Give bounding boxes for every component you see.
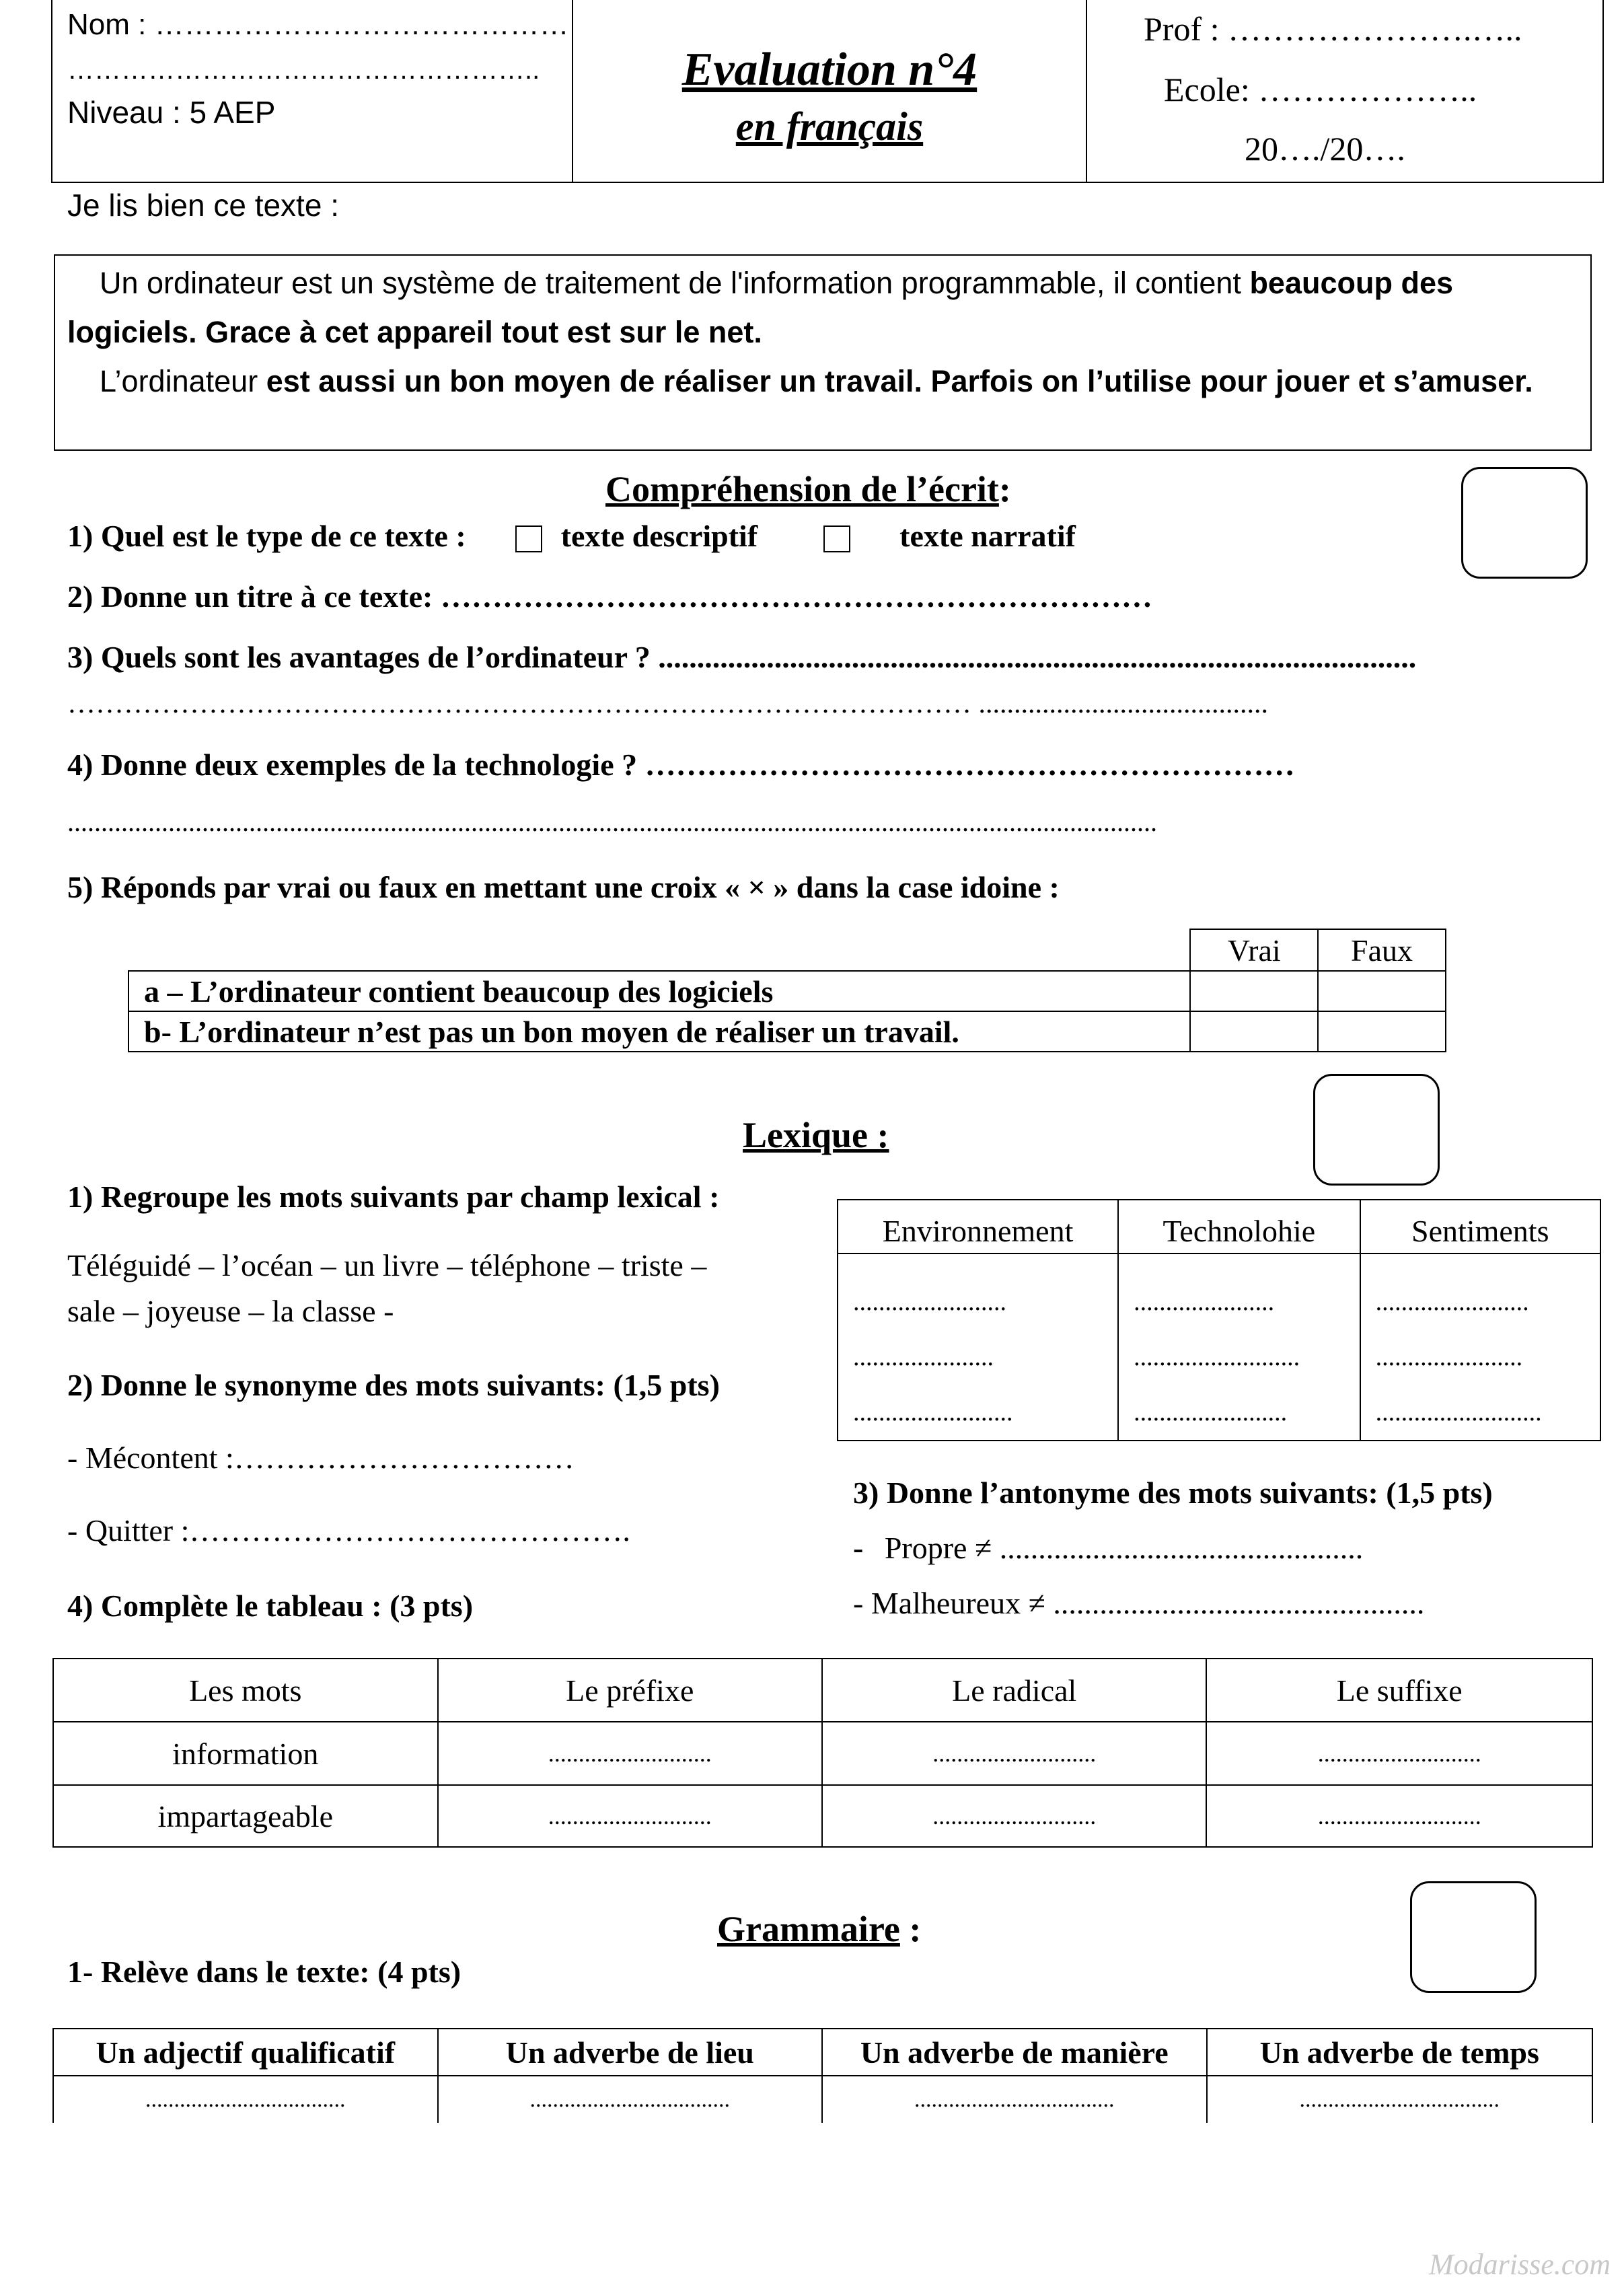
option-descriptif-label: texte descriptif [560, 519, 758, 553]
champ-col-technologie[interactable] [1118, 1254, 1360, 1441]
table-header-mots: Les mots [53, 1659, 438, 1722]
vf-statement-a: a – L’ordinateur contient beaucoup des logiciels [128, 971, 1190, 1011]
champ-lexical-table [837, 1199, 1601, 1441]
vf-header-vrai: Vrai [1190, 929, 1318, 971]
table-header-prefixe: Le préfixe [438, 1659, 822, 1722]
nom-line: …………………………………………….. [67, 55, 540, 85]
table-cell-information-prefixe[interactable]: ........................... [438, 1722, 822, 1785]
year-field: 20…./20…. [1245, 130, 1405, 168]
lexique-question-3: 3) Donne l’antonyme des mots suivants: (1,5 pts) [853, 1476, 1493, 1510]
question-3[interactable]: 3) Quels sont les avantages de l’ordinateur ? .................................................................................................. [67, 640, 1417, 674]
table-word-information: information [53, 1722, 438, 1785]
evaluation-title: Evaluation n°4 [681, 44, 977, 96]
question-1-text: 1) Quel est le type de ce texte : [67, 519, 466, 553]
score-box-grammaire [1410, 1881, 1537, 1993]
question-4-answer-line[interactable]: .................................................................................................................................................................. [67, 807, 1157, 837]
grammaire-question-1: 1- Relève dans le texte: (4 pts) [67, 1955, 462, 1989]
question-2[interactable]: 2) Donne un titre à ce texte: …………………………………………………………… [67, 579, 1152, 614]
champ-tech-line-3[interactable]: ........................ [1134, 1398, 1288, 1426]
table-word-impartageable: impartageable [53, 1785, 438, 1847]
champ-sent-line-3[interactable]: .......................... [1375, 1398, 1542, 1426]
comprehension-title [605, 468, 1011, 510]
nom-label: Nom : …………………………………… [67, 8, 569, 41]
checkbox-narratif[interactable] [823, 525, 850, 552]
champ-env-line-2[interactable]: ...................... [853, 1343, 994, 1371]
evaluation-subtitle: en français [735, 104, 924, 149]
vf-cell-a-vrai[interactable] [1190, 971, 1318, 1011]
vf-empty-corner [128, 929, 1190, 971]
header-divider-2 [1086, 0, 1087, 183]
table-cell-information-radical[interactable]: ........................... [822, 1722, 1206, 1785]
vf-cell-a-faux[interactable] [1318, 971, 1446, 1011]
champ-tech-line-1[interactable]: ...................... [1134, 1288, 1275, 1316]
word-list-line-2: sale – joyeuse – la classe - [67, 1294, 394, 1328]
grammaire-title-colon: : [899, 1909, 922, 1949]
antonyme-malheureux[interactable]: - Malheureux ≠ ................................................ [853, 1586, 1425, 1620]
champ-env-line-3[interactable]: ......................... [853, 1398, 1013, 1426]
passage-p2-bold: est aussi un bon moyen de réaliser un travail. Parfois on l’utilise pour jouer et s’amuser. [266, 364, 1533, 398]
champ-sent-line-2[interactable]: ....................... [1375, 1343, 1523, 1371]
passage-text [67, 258, 1581, 406]
champ-env-line-1[interactable]: ........................ [853, 1288, 1006, 1316]
passage-paragraph-1 [67, 258, 1581, 357]
synonyme-mecontent[interactable]: - Mécontent :…………………………… [67, 1441, 575, 1475]
table-cell-impartageable-radical[interactable]: ........................... [822, 1785, 1206, 1847]
comprehension-title-colon: : [998, 469, 1011, 509]
vrai-faux-table [128, 929, 1446, 1052]
champ-header-technologie: Technolohie [1118, 1200, 1360, 1254]
antonyme-propre-text[interactable]: Propre ≠ ............................................... [884, 1531, 1364, 1565]
vf-cell-b-vrai[interactable] [1190, 1011, 1318, 1052]
vf-statement-b: b- L’ordinateur n’est pas un bon moyen de réaliser un travail. [128, 1011, 1190, 1052]
champ-col-environnement[interactable] [838, 1254, 1118, 1441]
table-header-radical: Le radical [822, 1659, 1206, 1722]
word-list-line-1: Téléguidé – l’océan – un livre – téléphone – triste – [67, 1248, 707, 1282]
vf-header-faux: Faux [1318, 929, 1446, 971]
releve-cell-adjectif[interactable]: ................................... [53, 2076, 438, 2123]
releve-cell-adverbe-temps[interactable]: ................................... [1207, 2076, 1593, 2123]
table-header-suffixe: Le suffixe [1206, 1659, 1592, 1722]
lexique-title: Lexique : [743, 1115, 889, 1155]
table-cell-impartageable-prefixe[interactable]: ........................... [438, 1785, 822, 1847]
releve-table [52, 2028, 1593, 2123]
passage-p1-normal: Un ordinateur est un système de traitement de l'information programmable, il contient [100, 266, 1250, 300]
prof-field: Prof : ………………….….. [1144, 10, 1522, 48]
comprehension-title-text: Compréhension de l’écrit [605, 469, 999, 509]
score-box-comprehension [1461, 467, 1588, 579]
lexique-question-4: 4) Complète le tableau : (3 pts) [67, 1589, 474, 1623]
watermark: Modarisse.com [1429, 2248, 1611, 2281]
lexique-question-2: 2) Donne le synonyme des mots suivants: (1,5 pts) [67, 1368, 720, 1402]
releve-header-adverbe-lieu: Un adverbe de lieu [438, 2029, 823, 2076]
score-box-lexique [1313, 1074, 1440, 1186]
passage-p1-bold: beaucoup des logiciels. Grace à cet appareil tout est sur le net. [67, 266, 1454, 349]
question-1 [67, 518, 1076, 554]
ecole-field: Ecole: ……………….. [1164, 71, 1477, 108]
champ-sent-line-1[interactable]: ........................ [1375, 1288, 1529, 1316]
question-3-answer-line[interactable]: …………………………………………………………………………………… ......................................... [67, 688, 1268, 719]
releve-header-adjectif: Un adjectif qualificatif [53, 2029, 438, 2076]
passage-paragraph-2 [67, 357, 1581, 406]
champ-header-sentiments: Sentiments [1360, 1200, 1600, 1254]
table-cell-information-suffixe[interactable]: ........................... [1206, 1722, 1592, 1785]
lexique-question-1: 1) Regroupe les mots suivants par champ lexical : [67, 1179, 720, 1214]
table-cell-impartageable-suffixe[interactable]: ........................... [1206, 1785, 1592, 1847]
vf-cell-b-faux[interactable] [1318, 1011, 1446, 1052]
passage-p2-normal: L’ordinateur [100, 364, 266, 398]
champ-tech-line-2[interactable]: .......................... [1134, 1343, 1300, 1371]
synonyme-quitter[interactable]: - Quitter :……………………………………. [67, 1513, 630, 1548]
mots-decomposition-table [52, 1658, 1593, 1848]
releve-cell-adverbe-maniere[interactable]: ................................... [822, 2076, 1207, 2123]
releve-cell-adverbe-lieu[interactable]: ................................... [438, 2076, 823, 2123]
releve-header-adverbe-maniere: Un adverbe de manière [822, 2029, 1207, 2076]
intro-text: Je lis bien ce texte : [67, 188, 339, 223]
question-5: 5) Réponds par vrai ou faux en mettant une croix « × » dans la case idoine : [67, 870, 1060, 904]
grammaire-title-text: Grammaire [717, 1909, 900, 1949]
releve-header-adverbe-temps: Un adverbe de temps [1207, 2029, 1593, 2076]
antonyme-propre-dash: - [853, 1531, 864, 1565]
champ-col-sentiments[interactable] [1360, 1254, 1600, 1441]
grammaire-title [717, 1908, 921, 1950]
niveau-label: Niveau : 5 AEP [67, 95, 276, 130]
option-narratif-label: texte narratif [899, 519, 1076, 553]
champ-header-environnement: Environnement [838, 1200, 1118, 1254]
question-4[interactable]: 4) Donne deux exemples de la technologie ? ……………………………………………………… [67, 748, 1295, 782]
checkbox-descriptif[interactable] [515, 525, 542, 552]
antonyme-propre[interactable] [853, 1530, 1363, 1566]
